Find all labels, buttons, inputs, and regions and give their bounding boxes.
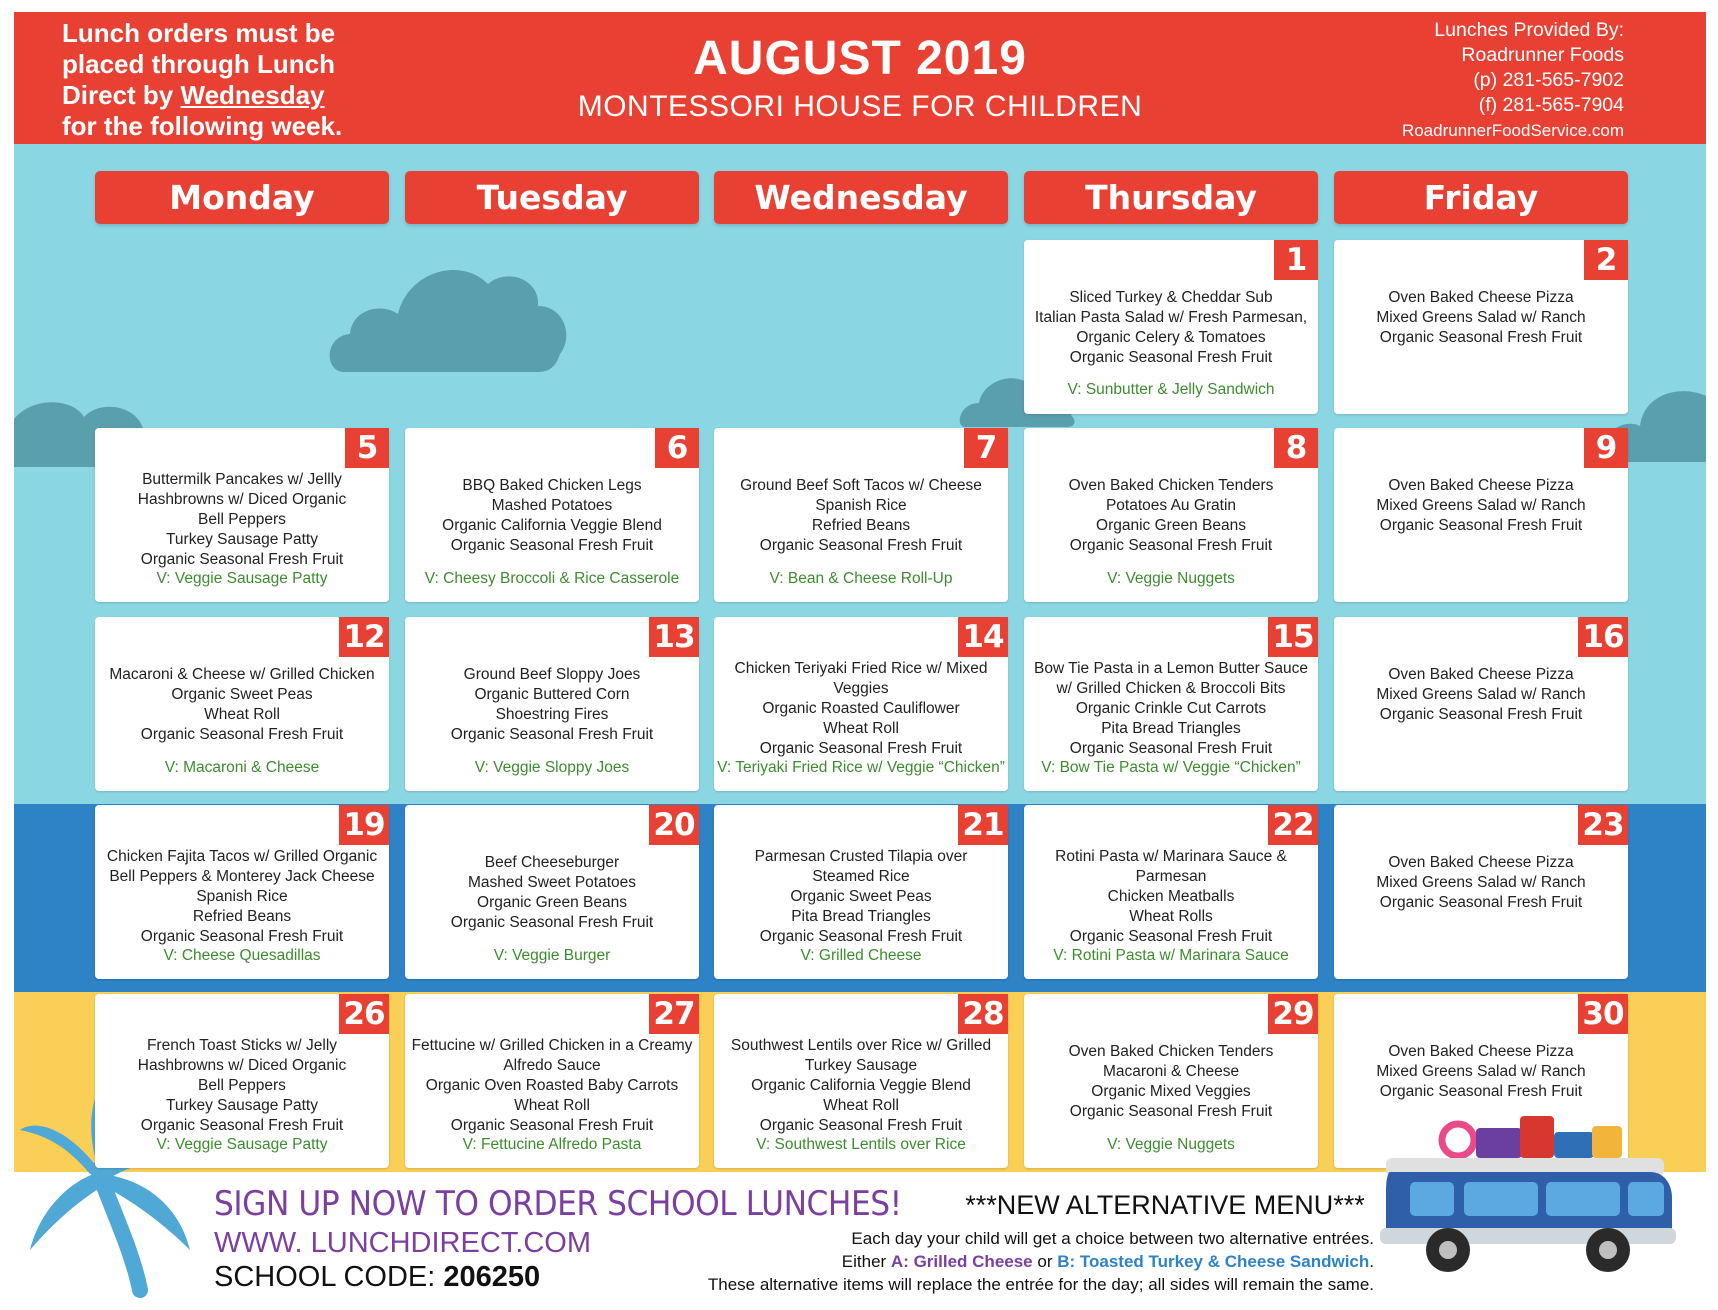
menu-item: Veggies [833, 680, 889, 697]
day-cell [95, 617, 389, 791]
alt-option-a: A: Grilled Cheese [890, 1252, 1033, 1271]
menu-item: Organic California Veggie Blend [442, 517, 662, 534]
menu-item: Oven Baked Cheese Pizza [1388, 854, 1574, 871]
menu-item: Chicken Meatballs [1107, 888, 1235, 905]
menu-item: Organic Seasonal Fresh Fruit [1379, 329, 1583, 346]
menu-item: Steamed Rice [812, 868, 910, 885]
date-badge: 30 [1578, 994, 1628, 1034]
menu-item: Mixed Greens Salad w/ Ranch [1376, 497, 1586, 514]
menu-item: Oven Baked Cheese Pizza [1388, 666, 1574, 683]
menu-item: Oven Baked Chicken Tenders [1068, 1043, 1274, 1060]
date-badge: 22 [1268, 805, 1318, 845]
vegetarian-option: V: Cheese Quesadillas [163, 947, 321, 964]
menu-item: Mashed Potatoes [491, 497, 613, 514]
day-cell [1024, 617, 1318, 791]
vegetarian-option: V: Veggie Burger [493, 947, 611, 964]
provider-website: RoadrunnerFoodService.com [1401, 121, 1624, 140]
header-banner [14, 12, 1706, 144]
date-badge: 14 [958, 617, 1008, 657]
vegetarian-option: V: Veggie Nuggets [1107, 1136, 1235, 1153]
day-cell [1024, 240, 1318, 414]
menu-item: Hashbrowns w/ Diced Organic [137, 491, 347, 508]
menu-items [716, 1036, 1006, 1136]
provider-phone: (p) 281-565-7902 [1473, 69, 1624, 91]
menu-item: Bow Tie Pasta in a Lemon Butter Sauce [1034, 660, 1308, 677]
menu-items [1026, 847, 1316, 947]
menu-item: Organic Seasonal Fresh Fruit [140, 928, 344, 945]
day-cell [405, 617, 699, 791]
deadline-day: Wednesday [180, 80, 325, 110]
menu-items [1336, 665, 1626, 725]
menu-item: Refried Beans [811, 517, 911, 534]
menu-item: Wheat Roll [823, 1097, 899, 1114]
school-code-value: 206250 [443, 1261, 541, 1293]
menu-item: Organic Celery & Tomatoes [1076, 329, 1266, 346]
notice-text: Direct by [62, 80, 181, 110]
vegetarian-option: V: Veggie Sausage Patty [156, 570, 328, 587]
menu-item: Organic Seasonal Fresh Fruit [1379, 706, 1583, 723]
menu-item: Organic Seasonal Fresh Fruit [759, 740, 963, 757]
menu-item: Spanish Rice [196, 888, 288, 905]
vegetarian-option: V: Grilled Cheese [800, 947, 922, 964]
menu-item: Mixed Greens Salad w/ Ranch [1376, 686, 1586, 703]
day-cell [95, 805, 389, 979]
menu-item: Beef Cheeseburger [484, 854, 620, 871]
menu-item: Refried Beans [192, 908, 292, 925]
vegetarian-option: V: Bean & Cheese Roll-Up [769, 570, 953, 587]
menu-item: Oven Baked Cheese Pizza [1388, 1043, 1574, 1060]
menu-item: Southwest Lentils over Rice w/ Grilled [730, 1037, 992, 1054]
menu-item: Organic Seasonal Fresh Fruit [450, 1117, 654, 1134]
day-cell [714, 994, 1008, 1168]
menu-item: Oven Baked Cheese Pizza [1388, 477, 1574, 494]
menu-items [716, 847, 1006, 947]
menu-item: Organic Sweet Peas [171, 686, 313, 703]
menu-item: Oven Baked Cheese Pizza [1388, 289, 1574, 306]
menu-item: Shoestring Fires [495, 706, 609, 723]
alt-menu-line: These alternative items will replace the entrée for the day; all sides will remain the same. [707, 1275, 1374, 1294]
menu-item: Organic Seasonal Fresh Fruit [450, 726, 654, 743]
signup-url[interactable]: WWW. LUNCHDIRECT.COM [214, 1227, 591, 1259]
day-header-thursday: Thursday [1024, 171, 1318, 224]
luggage-icon [1442, 1116, 1622, 1158]
alt-menu-line: Each day your child will get a choice between two alternative entrées. [851, 1229, 1374, 1248]
menu-item: Turkey Sausage Patty [166, 531, 318, 548]
menu-items [716, 476, 1006, 556]
menu-item: Organic Seasonal Fresh Fruit [140, 551, 344, 568]
day-cell [95, 994, 389, 1168]
menu-item: BBQ Baked Chicken Legs [462, 477, 642, 494]
menu-item: Organic Seasonal Fresh Fruit [1069, 928, 1273, 945]
day-cell [405, 805, 699, 979]
menu-item: Organic Seasonal Fresh Fruit [140, 726, 344, 743]
school-code-label: SCHOOL CODE: [214, 1261, 444, 1293]
signup-heading: SIGN UP NOW TO ORDER SCHOOL LUNCHES! [214, 1184, 902, 1224]
menu-item: Mixed Greens Salad w/ Ranch [1376, 1063, 1586, 1080]
menu-item: Italian Pasta Salad w/ Fresh Parmesan, [1034, 309, 1308, 326]
menu-item: Spanish Rice [815, 497, 907, 514]
menu-items [1026, 288, 1316, 368]
van-icon [1380, 1110, 1680, 1285]
menu-item: Organic Green Beans [1096, 517, 1246, 534]
vegetarian-option: V: Bow Tie Pasta w/ Veggie “Chicken” [1041, 759, 1301, 776]
cloud-icon [324, 244, 574, 374]
menu-items [97, 665, 387, 745]
menu-item: Organic Seasonal Fresh Fruit [1379, 894, 1583, 911]
date-badge: 15 [1268, 617, 1318, 657]
menu-items [1336, 288, 1626, 348]
date-badge: 2 [1584, 240, 1628, 280]
menu-item: Wheat Roll [514, 1097, 590, 1114]
menu-item: Parmesan [1135, 868, 1207, 885]
menu-items [407, 665, 697, 745]
vegetarian-option: V: Cheesy Broccoli & Rice Casserole [424, 570, 680, 587]
day-header-tuesday: Tuesday [405, 171, 699, 224]
menu-item: Turkey Sausage Patty [166, 1097, 318, 1114]
menu-items [97, 470, 387, 570]
menu-items [407, 1036, 697, 1136]
menu-item: Organic Oven Roasted Baby Carrots [425, 1077, 679, 1094]
day-cell [1024, 994, 1318, 1168]
date-badge: 1 [1274, 240, 1318, 280]
menu-item: Bell Peppers [198, 1077, 286, 1094]
menu-item: Bell Peppers [198, 511, 286, 528]
menu-item: Organic Seasonal Fresh Fruit [1069, 537, 1273, 554]
menu-items [407, 853, 697, 933]
menu-item: Rotini Pasta w/ Marinara Sauce & [1055, 848, 1287, 865]
menu-item: Ground Beef Soft Tacos w/ Cheese [740, 477, 982, 494]
menu-item: Oven Baked Chicken Tenders [1068, 477, 1274, 494]
date-badge: 5 [345, 428, 389, 468]
day-cell [1024, 428, 1318, 602]
menu-item: Organic Seasonal Fresh Fruit [450, 537, 654, 554]
menu-item: Organic Sweet Peas [790, 888, 932, 905]
vegetarian-option: V: Fettucine Alfredo Pasta [462, 1136, 642, 1153]
menu-item: Organic Seasonal Fresh Fruit [450, 914, 654, 931]
date-badge: 29 [1268, 994, 1318, 1034]
menu-items [1336, 853, 1626, 913]
menu-items [1026, 476, 1316, 556]
date-badge: 19 [339, 805, 389, 845]
menu-items [1026, 1042, 1316, 1122]
menu-item: Organic Seasonal Fresh Fruit [1069, 740, 1273, 757]
day-header-monday: Monday [95, 171, 389, 224]
menu-item: Buttermilk Pancakes w/ Jellly [142, 471, 342, 488]
menu-items [1026, 659, 1316, 759]
menu-items [1336, 1042, 1626, 1102]
date-badge: 8 [1274, 428, 1318, 468]
menu-item: Mixed Greens Salad w/ Ranch [1376, 309, 1586, 326]
day-cell [1334, 805, 1628, 979]
date-badge: 23 [1578, 805, 1628, 845]
menu-items [716, 659, 1006, 759]
menu-item: Organic Seasonal Fresh Fruit [759, 1117, 963, 1134]
alt-text-part: . [1369, 1252, 1374, 1271]
menu-item: Organic Seasonal Fresh Fruit [1069, 349, 1273, 366]
menu-item: French Toast Sticks w/ Jelly [146, 1037, 338, 1054]
school-code [214, 1260, 540, 1294]
menu-item: Hashbrowns w/ Diced Organic [137, 1057, 347, 1074]
vegetarian-option: V: Rotini Pasta w/ Marinara Sauce [1053, 947, 1289, 964]
date-badge: 16 [1578, 617, 1628, 657]
menu-item: Organic Seasonal Fresh Fruit [759, 928, 963, 945]
menu-item: Bell Peppers & Monterey Jack Cheese [109, 868, 375, 885]
vegetarian-option: V: Veggie Nuggets [1107, 570, 1235, 587]
alt-text-part: Either [841, 1252, 891, 1271]
menu-item: Organic Seasonal Fresh Fruit [1069, 1103, 1273, 1120]
day-cell [714, 617, 1008, 791]
menu-item: Chicken Teriyaki Fried Rice w/ Mixed [734, 660, 988, 677]
menu-item: Pita Bread Triangles [1101, 720, 1241, 737]
day-header-wednesday: Wednesday [714, 171, 1008, 224]
day-cell [405, 428, 699, 602]
menu-item: Sliced Turkey & Cheddar Sub [1069, 289, 1273, 306]
provider-fax: (f) 281-565-7904 [1478, 94, 1624, 116]
day-cell [714, 805, 1008, 979]
menu-item: Organic Roasted Cauliflower [762, 700, 960, 717]
menu-items [97, 1036, 387, 1136]
menu-item: Organic Seasonal Fresh Fruit [140, 1117, 344, 1134]
menu-item: Wheat Roll [823, 720, 899, 737]
date-badge: 20 [649, 805, 699, 845]
date-badge: 27 [649, 994, 699, 1034]
menu-item: Mixed Greens Salad w/ Ranch [1376, 874, 1586, 891]
date-badge: 28 [958, 994, 1008, 1034]
menu-item: Macaroni & Cheese w/ Grilled Chicken [109, 666, 375, 683]
provider-label: Lunches Provided By: [1434, 19, 1624, 41]
alt-text-part: or [1032, 1252, 1058, 1271]
day-cell [95, 428, 389, 602]
date-badge: 13 [649, 617, 699, 657]
notice-line: placed through Lunch [62, 49, 335, 79]
menu-items [407, 476, 697, 556]
vegetarian-option: V: Teriyaki Fried Rice w/ Veggie “Chicken” [717, 759, 1005, 776]
menu-item: Wheat Roll [204, 706, 280, 723]
menu-item: Ground Beef Sloppy Joes [463, 666, 641, 683]
menu-item: Turkey Sausage [804, 1057, 918, 1074]
notice-line: Lunch orders must be [62, 18, 336, 48]
day-cell [1334, 240, 1628, 414]
menu-item: Organic Crinkle Cut Carrots [1075, 700, 1267, 717]
provider-info [1402, 18, 1624, 143]
alt-option-b: B: Toasted Turkey & Cheese Sandwich [1057, 1252, 1370, 1271]
menu-item: Parmesan Crusted Tilapia over [754, 848, 968, 865]
provider-name: Roadrunner Foods [1461, 44, 1624, 66]
day-cell [1024, 805, 1318, 979]
notice-line: for the following week. [62, 111, 343, 141]
day-cell [714, 428, 1008, 602]
day-cell [1334, 428, 1628, 602]
date-badge: 9 [1584, 428, 1628, 468]
date-badge: 7 [964, 428, 1008, 468]
date-badge: 21 [958, 805, 1008, 845]
menu-item: Organic Seasonal Fresh Fruit [1379, 517, 1583, 534]
vegetarian-option: V: Macaroni & Cheese [164, 759, 320, 776]
day-header-friday: Friday [1334, 171, 1628, 224]
menu-item: Fettucine w/ Grilled Chicken in a Creamy [411, 1037, 693, 1054]
menu-item: Organic California Veggie Blend [751, 1077, 971, 1094]
date-badge: 6 [655, 428, 699, 468]
alt-menu-title: ***NEW ALTERNATIVE MENU*** [965, 1190, 1365, 1220]
menu-item: Pita Bread Triangles [791, 908, 931, 925]
month-title: AUGUST 2019 [693, 32, 1027, 85]
menu-item: w/ Grilled Chicken & Broccoli Bits [1056, 680, 1286, 697]
menu-item: Wheat Rolls [1129, 908, 1213, 925]
vegetarian-option: V: Sunbutter & Jelly Sandwich [1067, 381, 1275, 398]
day-cell [405, 994, 699, 1168]
menu-item: Organic Buttered Corn [474, 686, 630, 703]
vegetarian-option: V: Veggie Sloppy Joes [474, 759, 630, 776]
vegetarian-option: V: Veggie Sausage Patty [156, 1136, 328, 1153]
menu-item: Macaroni & Cheese [1102, 1063, 1240, 1080]
menu-item: Alfredo Sauce [503, 1057, 601, 1074]
menu-items [97, 847, 387, 947]
menu-item: Organic Mixed Veggies [1091, 1083, 1251, 1100]
vegetarian-option: V: Southwest Lentils over Rice [756, 1136, 966, 1153]
date-badge: 26 [339, 994, 389, 1034]
menu-item: Organic Seasonal Fresh Fruit [759, 537, 963, 554]
menu-item: Potatoes Au Gratin [1105, 497, 1237, 514]
date-badge: 12 [339, 617, 389, 657]
menu-item: Mashed Sweet Potatoes [467, 874, 637, 891]
school-name: MONTESSORI HOUSE FOR CHILDREN [577, 90, 1143, 123]
day-cell [1334, 617, 1628, 791]
menu-items [1336, 476, 1626, 536]
menu-item: Organic Green Beans [477, 894, 627, 911]
alt-menu-choices [842, 1251, 1374, 1273]
menu-item: Organic Seasonal Fresh Fruit [1379, 1083, 1583, 1100]
menu-item: Chicken Fajita Tacos w/ Grilled Organic [106, 848, 378, 865]
